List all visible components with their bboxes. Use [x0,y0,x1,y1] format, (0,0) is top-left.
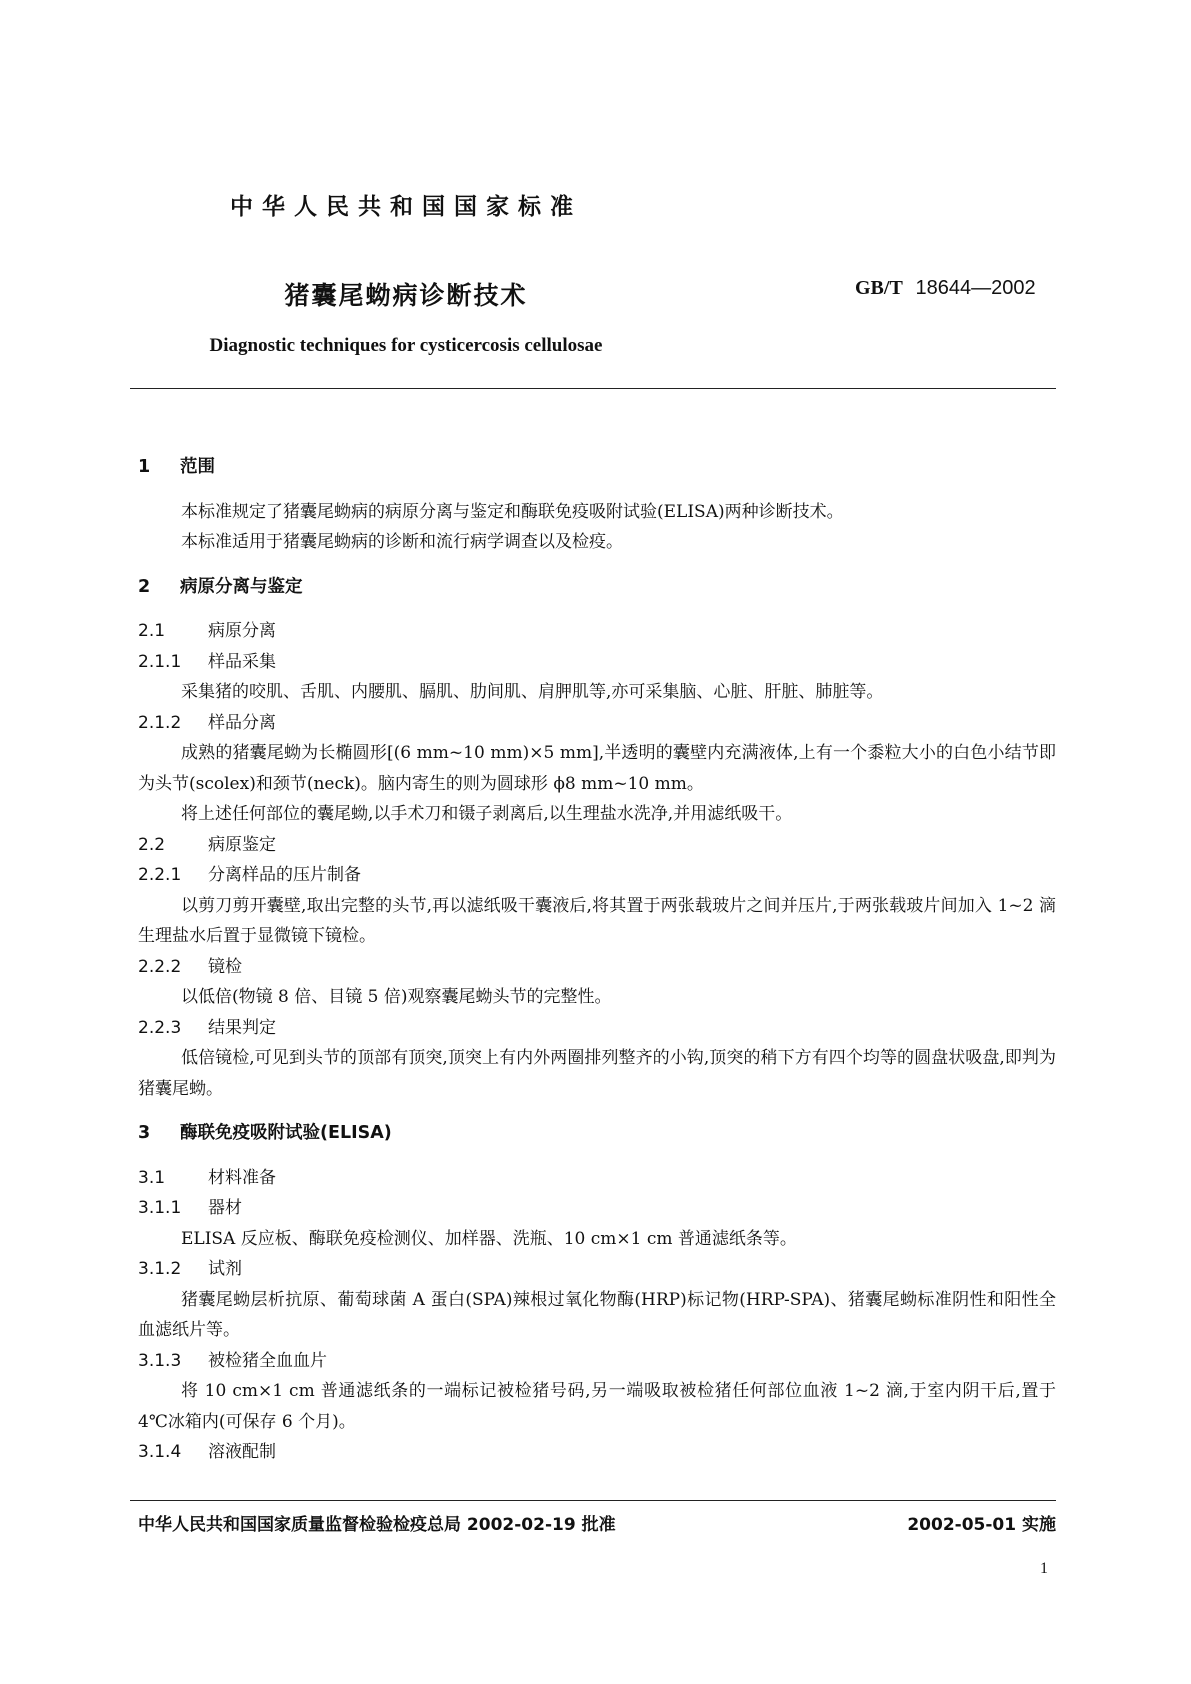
standard-code [855,275,1036,300]
subsection-heading: 3.1.3 被检猪全血血片 [138,1350,327,1371]
paragraph: 采集猪的咬肌、舌肌、内腰肌、膈肌、肋间肌、肩胛肌等,亦可采集脑、心脏、肝脏、肺脏等。 [181,682,884,702]
effective-date: 2002-05-01 实施 [907,1515,1056,1535]
section-heading-2: 2 病原分离与鉴定 [138,576,303,597]
subsection-heading: 3.1.1 器材 [138,1198,242,1218]
paragraph: 成熟的猪囊尾蚴为长椭圆形[(6 mm~10 mm)×5 mm],半透明的囊壁内充满液体,上有一个黍粒大小的白色小结节即为头节(scolex)和颈节(neck)。脑内寄生的则为圆球形 ϕ8 mm~10 mm。 [138,743,1056,794]
paragraph: 本标准规定了猪囊尾蚴病的病原分离与鉴定和酶联免疫吸附试验(ELISA)两种诊断技术。 [181,501,844,522]
paragraph: 以低倍(物镜 8 倍、目镜 5 倍)观察囊尾蚴头节的完整性。 [181,987,612,1007]
standard-title-cn: 猪囊尾蚴病诊断技术 [284,281,528,310]
paragraph: 猪囊尾蚴层析抗原、葡萄球菌 A 蛋白(SPA)辣根过氧化物酶(HRP)标记物(HRP-SPA)、猪囊尾蚴标准阴性和阳性全血滤纸片等。 [138,1289,1056,1340]
subsection-heading: 2.2.3 结果判定 [138,1017,276,1038]
standard-title-en: Diagnostic techniques for cysticercosis cellulosae [209,335,603,356]
paragraph: ELISA 反应板、酶联免疫检测仪、加样器、洗瓶、10 cm×1 cm 普通滤纸条等。 [181,1228,797,1249]
page-number: 1 [1040,1560,1048,1577]
header-divider [130,388,1056,389]
paragraph: 本标准适用于猪囊尾蚴病的诊断和流行病学调查以及检疫。 [181,532,623,552]
subsection-heading: 2.2 病原鉴定 [138,834,276,855]
section-heading-1: 1 范围 [138,457,215,477]
paragraph: 将上述任何部位的囊尾蚴,以手术刀和镊子剥离后,以生理盐水洗净,并用滤纸吸干。 [181,804,793,824]
subsection-heading: 2.2.2 镜检 [138,956,242,977]
subsection-heading: 2.1 病原分离 [138,621,276,641]
national-standard-heading: 中华人民共和国国家标准 [230,194,582,220]
standard-code-prefix: GB/T [855,277,903,299]
subsection-heading: 2.1.2 样品分离 [138,712,276,733]
footer-divider [130,1500,1056,1501]
paragraph: 以剪刀剪开囊壁,取出完整的头节,再以滤纸吸干囊液后,将其置于两张载玻片之间并压片,于两张载玻片间加入 1~2 滴生理盐水后置于显微镜下镜检。 [138,895,1056,946]
paragraph: 将 10 cm×1 cm 普通滤纸条的一端标记被检猪号码,另一端吸取被检猪任何部位血液 1~2 滴,于室内阴干后,置于 4℃冰箱内(可保存 6 个月)。 [138,1381,1056,1432]
subsection-heading: 2.2.1 分离样品的压片制备 [138,865,361,885]
subsection-heading: 3.1.2 试剂 [138,1259,242,1279]
standard-code-number: 18644—2002 [915,277,1036,299]
document-body [138,452,1056,1468]
subsection-heading: 3.1.4 溶液配制 [138,1442,276,1462]
section-heading-3: 3 酶联免疫吸附试验(ELISA) [138,1123,392,1143]
subsection-heading: 2.1.1 样品采集 [138,651,276,672]
subsection-heading: 3.1 材料准备 [138,1167,276,1188]
issuer-approval: 中华人民共和国国家质量监督检验检疫总局 2002-02-19 批准 [138,1515,616,1535]
paragraph: 低倍镜检,可见到头节的顶部有顶突,顶突上有内外两圈排列整齐的小钩,顶突的稍下方有四个均等的圆盘状吸盘,即判为猪囊尾蚴。 [138,1048,1056,1099]
